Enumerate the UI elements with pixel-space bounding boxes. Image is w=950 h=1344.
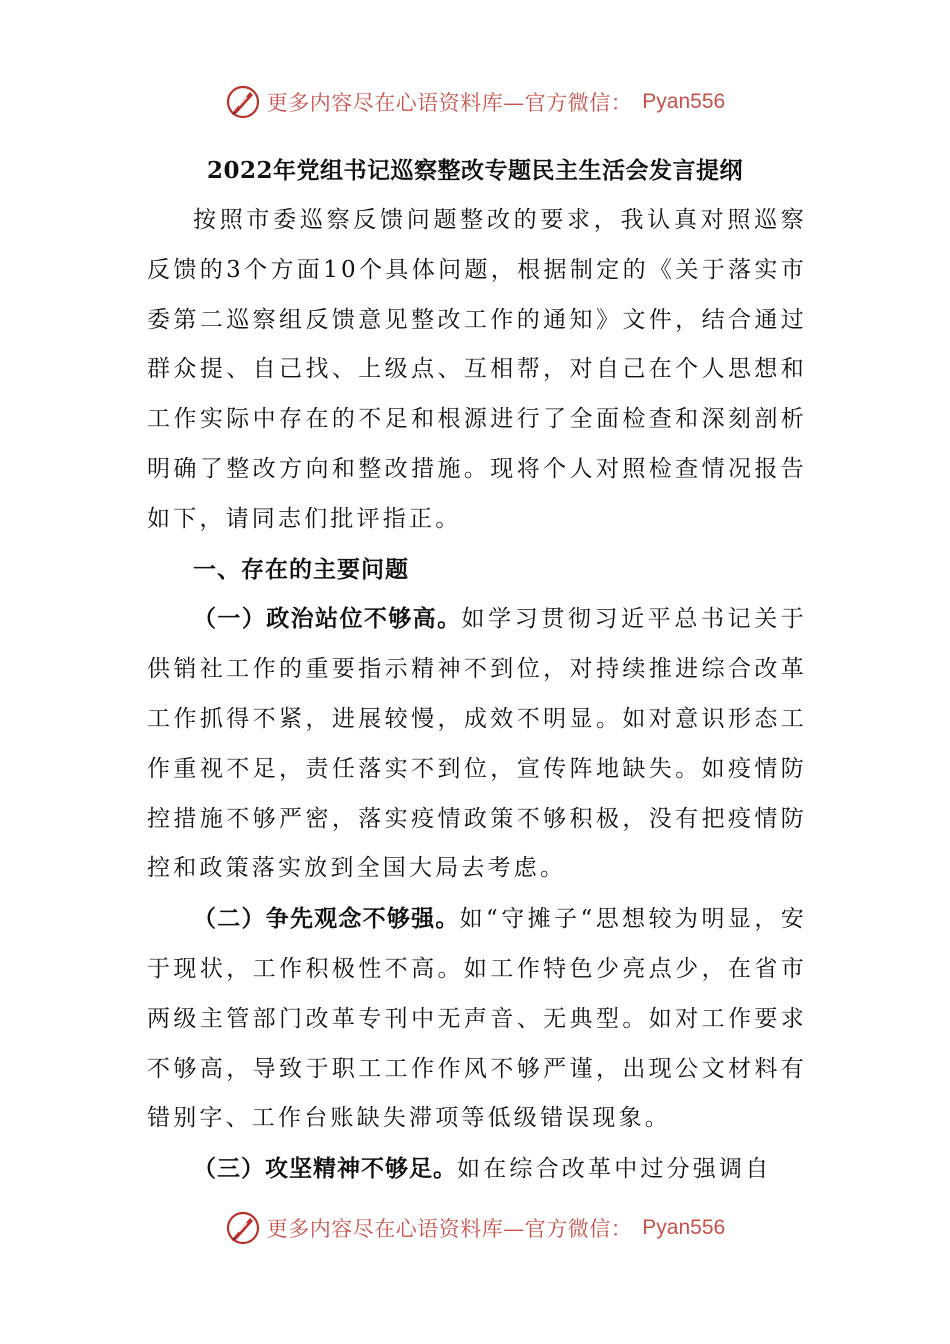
watermark-text: 更多内容尽在心语资料库—官方微信：: [266, 91, 633, 115]
quill-pen-circle-icon: [225, 1210, 261, 1246]
problem-body: 如“守摊子“思想较为明显，安于现状，工作积极性不高。如工作特色少亮点少，在省市两级主管部门改革专刊中无声音、无典型。如对工作要求不够高，导致于职工工作作风不够严谨，出现公文材料有错别字、工作台账缺失滞项等低级错误现象。: [147, 906, 807, 1132]
document-title: 2022年党组书记巡察整改专题民主生活会发言提纲: [206, 157, 743, 184]
problem-lead: （一）政治站位不够高。: [193, 605, 462, 633]
problem-paragraph-1: [147, 594, 807, 894]
watermark-text: 更多内容尽在心语资料库—官方微信：: [266, 1217, 633, 1241]
watermark-wechat-id: Pyan556: [642, 1216, 726, 1239]
header-watermark-banner: [0, 82, 950, 122]
watermark-wechat-id: Pyan556: [642, 90, 726, 113]
problem-body: 如在综合改革中过分强调自: [457, 1156, 772, 1183]
document-body: [147, 196, 807, 1195]
problem-paragraph-2: [147, 894, 807, 1144]
footer-watermark-banner: [0, 1208, 950, 1248]
intro-paragraph: 按照市委巡察反馈问题整改的要求，我认真对照巡察反馈的3个方面10个具体问题，根据制定的《关于落实市委第二巡察组反馈意见整改工作的通知》文件，结合通过群众提、自己找、上级点、互相帮，对自己在个人思想和工作实际中存在的不足和根源进行了全面检查和深刻剖析明确了整改方向和整改措施。现将个人对照检查情况报告如下，请同志们批评指正。: [147, 207, 807, 532]
problem-body: 如学习贯彻习近平总书记关于供销社工作的重要指示精神不到位，对持续推进综合改革工作抓得不紧，进展较慢，成效不明显。如对意识形态工作重视不足，责任落实不到位，宣传阵地缺失。如疫情防控措施不够严密，落实疫情政策不够积极，没有把疫情防控和政策落实放到全国大局去考虑。: [147, 606, 807, 882]
problem-lead: （二）争先观念不够强。: [193, 905, 460, 933]
section-heading: 一、存在的主要问题: [193, 555, 409, 583]
quill-pen-circle-icon: [225, 84, 261, 120]
problem-paragraph-3: [147, 1144, 807, 1195]
problem-lead: （三）攻坚精神不够足。: [193, 1155, 457, 1183]
